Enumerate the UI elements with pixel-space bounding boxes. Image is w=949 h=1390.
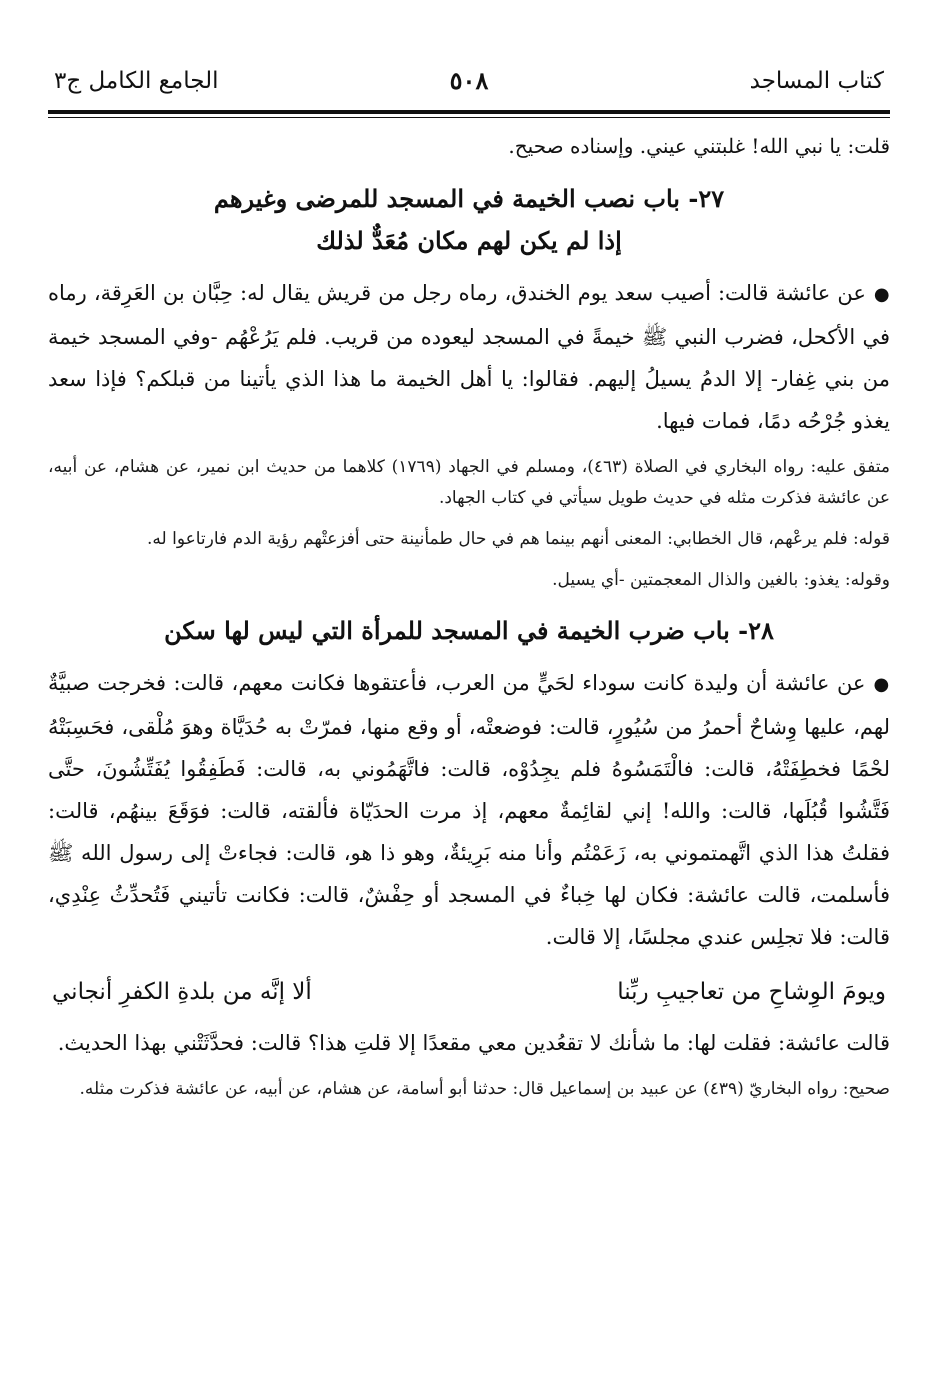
- running-head-section: كتاب المساجد: [749, 68, 884, 94]
- poem-hemistich-2: ألا إنَّه من بلدةِ الكفرِ أنجاني: [52, 979, 312, 1005]
- poem-hemistich-1: ويومَ الوِشاحِ من تعاجيبِ ربِّنا: [617, 979, 886, 1005]
- chapter-27-note-1: قوله: فلم يرعْهم، قال الخطابي: المعنى أنهم بينما هم في حال طمأنينة حتى أفزعتْهم رؤية الدم فارتاعوا له.: [147, 529, 890, 549]
- poem-verse: [48, 972, 890, 1012]
- chapter-28-takhrij: صحيح: رواه البخاريّ (٤٣٩) عن عبيد بن إسماعيل قال: حدثنا أبو أسامة، عن هشام، عن أبيه، عن عائشة فذكرت مثله.: [79, 1079, 890, 1099]
- chapter-27-note-2: وقوله: يغذو: بالغين والذال المعجمتين -أي يسيل.: [552, 570, 890, 590]
- header-rule-thin: [48, 117, 890, 118]
- chapter-28-heading: ٢٨- باب ضرب الخيمة في المسجد للمرأة التي ليس لها سكن: [164, 616, 774, 645]
- chapter-28-hadith: [48, 662, 890, 958]
- bullet-icon: ●: [873, 284, 890, 305]
- chapter-28-hadith-text: عن عائشة أن وليدة كانت سوداء لحَيٍّ من العرب، فأعتقوها فكانت معهم، قالت: فخرجت صبيَّةٌ لهم، عليها وِشاحٌ أحمرُ من سُيُورٍ، قالت: فوضعتْه، أو وقع منها، فمرّتْ به حُدَيَّاة وهوَ مُلْقى، فحَسِبَتْهُ لحْمًا فخطِفَتْهُ، قالت: فالْتَمَسُوهُ فلم يجِدُوْه، قالت: فاتَّهَمُوني به، قالت: فَطَفِقُوا يُفَتِّشُونَ، حتَّى فَتَّشُوا قُبُلَها، قالت: والله! إني لقائِمةٌ معهم، إذ مرت الحدَيّاة فألقته، قالت: فوَقَعَ بينهُم، قالت: فقلتُ هذا الذي اتَّهمتموني به، زَعَمْتُم وأنا منه بَرِيئةٌ، وهو ذا هو، قالت: فجاءتْ إلى رسول الله ﷺ فأسلمت، قالت عائشة: فكان لها خِباءٌ في المسجد أو حِفْشٌ، قالت: فكانت تأتيني فَتُحدِّثُ عِنْدِي، قالت: فلا تجلِس عندي مجلسًا، إلا قالت.: [48, 671, 890, 949]
- book-page: [48, 60, 890, 1105]
- chapter-28-after-poem: قالت عائشة: فقلت لها: ما شأنك لا تقعُدين معي مقعدًا إلا قلتِ هذا؟ قالت: فحدَّثَتْني بهذا الحديث.: [57, 1031, 890, 1055]
- chapter-27-takhrij: متفق عليه: رواه البخاري في الصلاة (٤٦٣)، ومسلم في الجهاد (١٧٦٩) كلاهما من حديث ابن نمير، عن هشام، عن أبيه، عن عائشة فذكرت مثله في حديث طويل سيأتي في كتاب الجهاد.: [48, 457, 890, 508]
- chapter-27-heading: [48, 178, 890, 262]
- page-number: ٥٠٨: [449, 66, 489, 95]
- chapter-27-hadith: [48, 272, 890, 442]
- chapter-27-hadith-text: عن عائشة قالت: أصيب سعد يوم الخندق، رماه رجل من قريش يقال له: حِبَّان بن العَرِقة، رماه في الأكحل، فضرب النبي ﷺ خيمةً في المسجد ليعوده من قريب. فلم يَرُعْهُم -وفي المسجد خيمة من بني غِفار- إلا الدمُ يسيلُ إليهم. فقالوا: يا أهل الخيمة ما هذا الذي يأتينا من قبلكم؟ فإذا سعد يغذو جُرْحُه دمًا، فمات فيها.: [48, 281, 890, 433]
- running-head-title: الجامع الكامل ج٣: [54, 68, 219, 94]
- header-rule-thick: [48, 110, 890, 114]
- intro-line: قلت: يا نبي الله! غلبتني عيني. وإسناده صحيح.: [508, 134, 890, 158]
- page-header: [48, 60, 890, 106]
- chapter-27-title-line1: ٢٧- باب نصب الخيمة في المسجد للمرضى وغيرهم: [213, 184, 725, 213]
- bullet-icon: ●: [873, 674, 890, 695]
- chapter-27-title-line2: إذا لم يكن لهم مكان مُعَدٌّ لذلك: [316, 226, 622, 255]
